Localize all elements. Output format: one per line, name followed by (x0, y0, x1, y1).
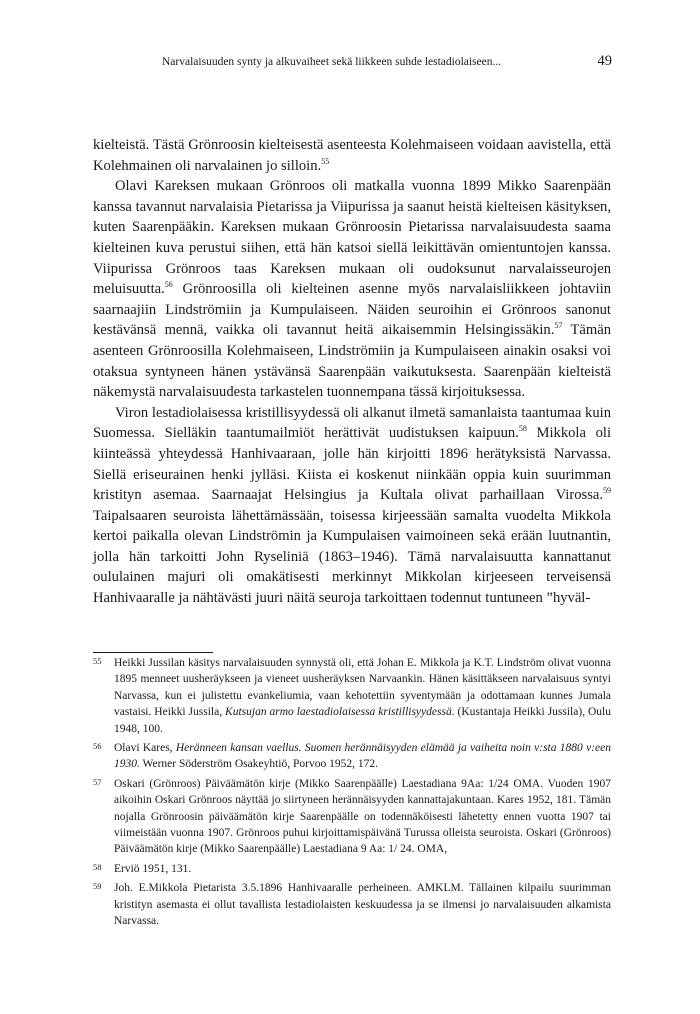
footnote-text-part: Erviö 1951, 131. (114, 862, 192, 875)
paragraph-1 (93, 135, 611, 176)
paragraph-text: Viron lestadiolaisessa kristillisyydessä oli alkanut ilmetä samanlaista taantumaa kuin Suomessa. Sielläkin taantumailmiöt herättivät uudistuksen kaipuun. (93, 404, 611, 442)
footnote-text-part: Olavi Kares, (114, 742, 176, 755)
footnote (93, 880, 611, 929)
footnote-text-part: Heikki Jussilan käsitys narvalaisuuden synnystä oli, että Johan E. Mikkola ja K.T. Lindström olivat vuonna 1895 menneet uusheräykseen ja vieneet uusheräyksen Narvaankin. Hänen käsittäkseen narvalaisuus syntyi Narvassa, kun ei julistettu evankeliumia, vaan kehotettiin syventymään ja odottamaan kunnes Jumala vastaisi. Heikki Jussila, (114, 657, 611, 719)
footnote-reference[interactable]: 55 (321, 156, 330, 166)
footnote-text (114, 778, 611, 856)
paragraph-text: Grönroosilla oli kielteinen asenne myös narvalaisliikkeen johtaviin saarnaajiin Lindströmiin ja Kumpulaiseen. Näiden seuroihin ei Grönroos sanonut kestävänsä mennä, vaikka oli tavannut heitä aikaisemmin Helsingissäkin. (93, 281, 611, 339)
footnote (93, 740, 611, 773)
footnote-text (114, 742, 611, 770)
footnote-number: 57 (93, 776, 102, 787)
footnote-separator (93, 652, 213, 653)
footnote-text-part: (Kustantaja Heikki Jussila), Oulu 1948, 100. (114, 706, 611, 735)
footnote (93, 776, 611, 858)
footnote-text-part: Oskari (Grönroos) Päiväämätön kirje (Mikko Saarenpäälle) Laestadiana 9Aa: 1/24 OMA. Vuoden 1907 aikoihin Oskari Grönroos näyttää jo siirtyneen herännäisyyden kannattajakuntaan. Kares 1952, 181. Tämän nojalla Grönroosin päiväämätön kirje Saarenpäälle on todennäköisesti lähetetty ennen vuotta 1907 tai viimeistään vuonna 1907. Grönroos puhui kirjoittamispäivänä Turussa olleista seuroista. Oskari (Grönroos) Päiväämätön kirje (Mikko Saarenpäälle) Laestadiana 9 Aa: 1/ 24. OMA, (114, 777, 611, 856)
footnote-text (114, 863, 191, 875)
paragraph-text: Olavi Kareksen mukaan Grönroos oli matkalla vuonna 1899 Mikko Saarenpään kanssa tavannut narvalaisia Pietarissa ja Viipurissa ja saanut heistä kielteisen käsityksen, kuten Saarenpääkin. Kareksen mukaan Grönroosin Pietarissa narvalaisuudesta saama kielteinen kuva perustui siihen, että hän katsoi siellä leikittävän omientuntojen kanssa. Viipurissa Grönroos taas Kareksen mukaan oli oudoksunut narvalaisseurojen meluisuutta. (93, 178, 611, 298)
footnote (93, 861, 611, 877)
footnote (93, 655, 611, 737)
footnotes (93, 655, 611, 933)
footnote-text-part: Werner Söderström Osakeyhtiö, Porvoo 1952, 172. (139, 758, 378, 771)
main-text (93, 135, 611, 609)
footnote-number: 59 (93, 881, 102, 892)
paragraph-text: kielteistä. Tästä Grönroosin kielteisestä asenteesta Kolehmaiseen voidaan aavistella, että Kolehmainen oli narvalainen jo silloin. (93, 137, 611, 174)
page-number: 49 (597, 53, 612, 69)
paragraph-text: Taipalsaaren seuroista lähettämässään, toisessa kirjeessään samalta vuodelta Mikkola kertoi paikalla olevan Lindströmin ja Kumpulaisen vaimoineen sekä erään luutnantin, jolla hän tarkoitti John Ryseliniä (1863–1946). Tämä narvalaisuutta kannattanut oululainen majuri oli omakätisesti merkinnyt Mikkolan kirjeeseen terveisensä Hanhivaaralle ja nähtävästi juuri näitä seuroja tarkoittaen todennut tuntuneen ”hyväl- (93, 507, 611, 607)
paragraph-text: Tämän asenteen Grönroosilla Kolehmaiseen, Lindströmiin ja Kumpulaiseen ainakin osaksi voi otaksua syntyneen hänen ystävänsä Saarenpään vaikutuksesta. Saarenpään kielteistä näkemystä narvalaisuudesta tarkastelen tuonnempana tässä kirjoituksessa. (93, 322, 611, 401)
running-title: Narvalaisuuden synty ja alkuvaiheet sekä liikkeen suhde lestadiolaiseen... (162, 56, 502, 68)
footnote-text-part: Joh. E.Mikkola Pietarista 3.5.1896 Hanhivaaralle perheineen. AMKLM. Tällainen kilpailu suurimman kristityn asemasta ei ollut tavallista lestadiolaisten keskuudessa ja se ilmensi jo narvalaisuuden alkamista Narvassa. (114, 882, 611, 928)
footnote-number: 56 (93, 741, 102, 752)
footnote-reference[interactable]: 56 (164, 280, 173, 290)
footnote-italic-title: Kutsujan armo laestadiolaisessa kristillisyydessä. (225, 706, 455, 719)
footnote-text (114, 657, 611, 735)
footnote-number: 58 (93, 861, 102, 872)
footnote-reference[interactable]: 58 (518, 424, 527, 434)
footnote-reference[interactable]: 57 (554, 321, 563, 331)
paragraph-3 (93, 403, 611, 609)
paragraph-text: Mikkola oli kiinteässä yhteydessä Hanhivaaraan, jolle hän kirjoitti 1896 herätyksistä Narvassa. Siellä eriseurainen henki jylläsi. Kiista ei koskenut niinkään oppia kuin suurimman kristityn asemaa. Saarnaajat Helsingius ja Kultala olivat parhaillaan Virossa. (93, 425, 611, 504)
footnote-italic-title: Heränneen kansan vaellus. Suomen herännäisyyden elämää ja vaiheita noin v:sta 1880 v:een 1930. (114, 742, 611, 771)
footnote-reference[interactable]: 59 (603, 486, 611, 496)
running-head (93, 53, 612, 71)
paragraph-2 (93, 176, 611, 403)
footnote-text (114, 882, 611, 927)
footnote-number: 55 (93, 656, 102, 666)
